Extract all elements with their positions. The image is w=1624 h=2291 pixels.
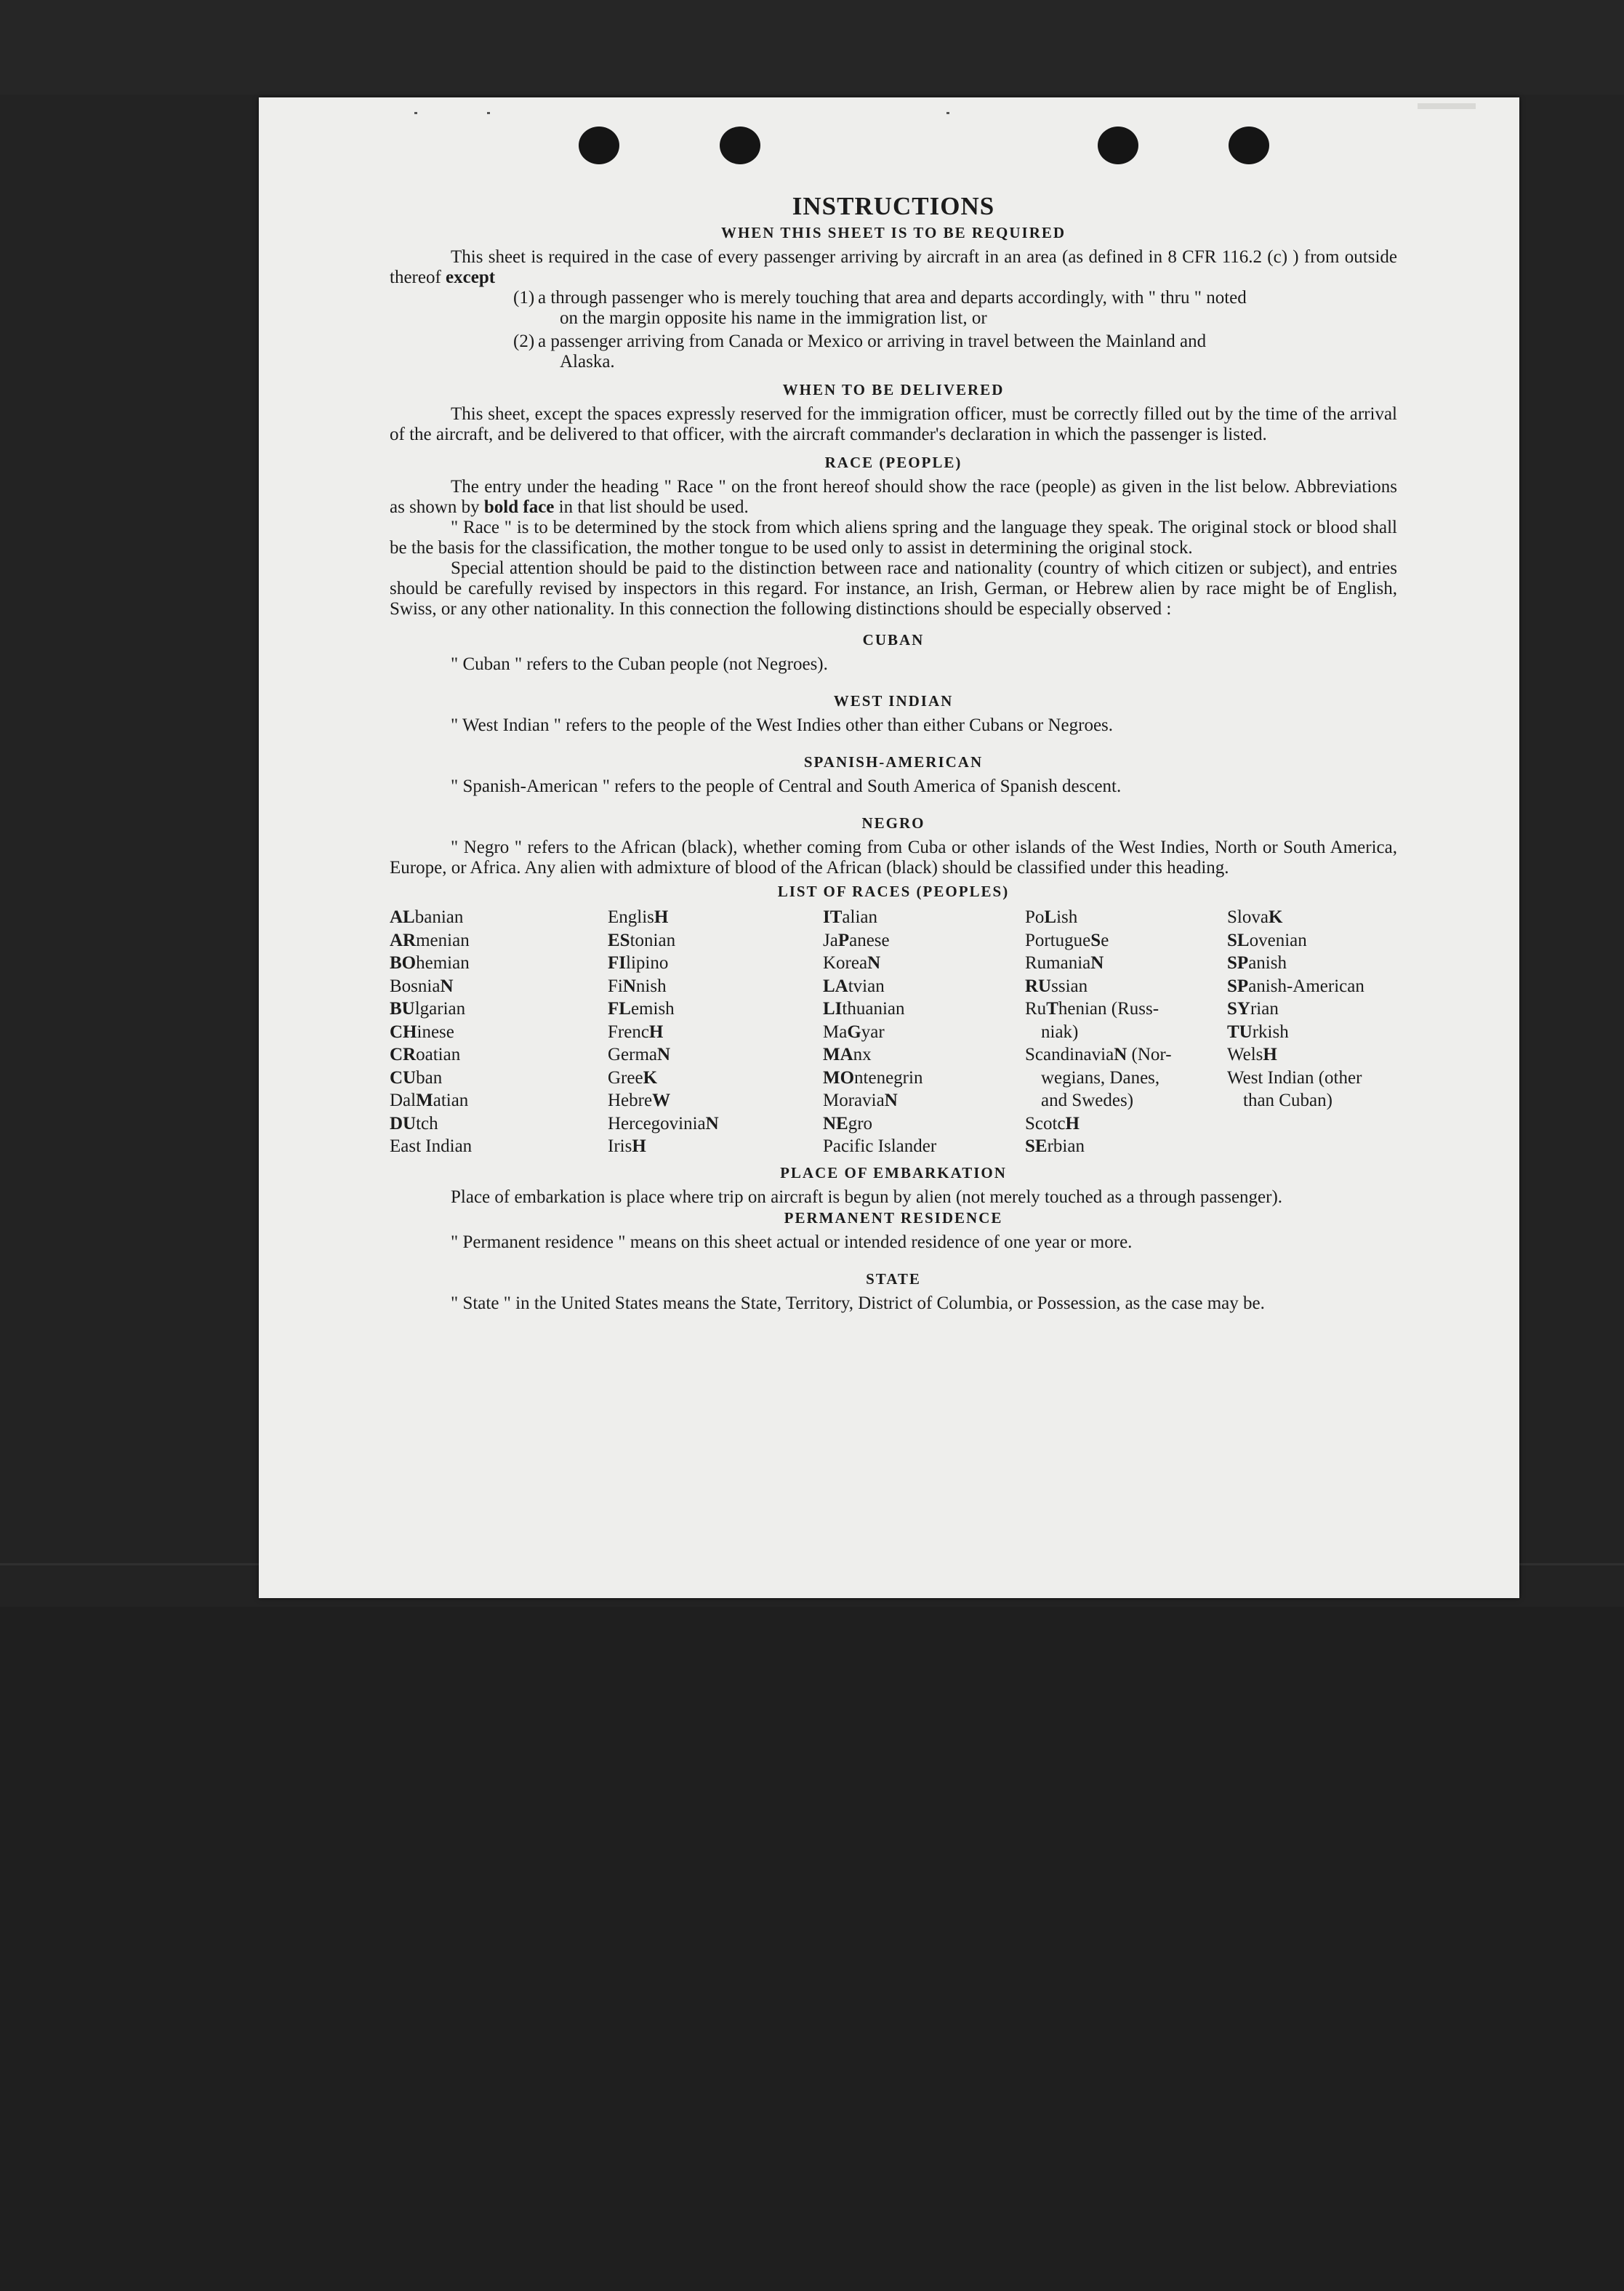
- exception-item-1: [513, 288, 1397, 329]
- race-entry: [1025, 1135, 1227, 1158]
- race-name-part: Portugue: [1025, 930, 1091, 950]
- race-entry: [390, 906, 608, 929]
- section-heading-embarkation: PLACE OF EMBARKATION: [780, 1163, 1007, 1181]
- exception-number: (1): [513, 288, 535, 308]
- exception-line: Alaska.: [560, 352, 615, 372]
- race-name-part: banian: [414, 907, 464, 927]
- race-name-part: Ja: [823, 930, 838, 950]
- race-entry: [823, 952, 1025, 975]
- race-entry: [608, 998, 823, 1021]
- section-heading-delivered: WHEN TO BE DELIVERED: [782, 381, 1005, 398]
- race-abbreviation: H: [1263, 1045, 1277, 1064]
- race-entry: [1025, 998, 1227, 1021]
- race-name-part: henian (Russ-: [1058, 999, 1159, 1019]
- races-column: [1025, 906, 1227, 1158]
- embarkation-text: Place of embarkation is place where trip on aircraft is begun by alien (not merely touched as a through passenger).: [451, 1187, 1283, 1207]
- race-name-part: Pacific Islander: [823, 1136, 937, 1156]
- race-paragraph-1: [390, 477, 1397, 518]
- race-entry: [823, 929, 1025, 952]
- race-entry: [390, 1021, 608, 1044]
- race-name-part: atian: [433, 1091, 469, 1110]
- paper-mark: [414, 112, 417, 114]
- race-entry: [1025, 1067, 1227, 1090]
- section-heading-west-indian: WEST INDIAN: [833, 692, 954, 710]
- race-entry: [823, 975, 1025, 998]
- race-entry: [823, 998, 1025, 1021]
- race-name-part: Rumania: [1025, 953, 1091, 973]
- race-name-part: rbian: [1047, 1136, 1085, 1156]
- race-abbreviation: N: [1090, 953, 1104, 973]
- race-name-part: oatian: [416, 1045, 461, 1064]
- race-name-part: (Nor-: [1127, 1045, 1172, 1064]
- race-entry: [1227, 1021, 1397, 1044]
- delivered-text: This sheet, except the spaces expressly reserved for the immigration officer, must be correctly filled out by the time of the arrival of the aircraft, and be delivered to that officer, with the aircraft commander's declaration in which the passenger is listed.: [390, 404, 1397, 444]
- race-abbreviation: N: [705, 1113, 719, 1134]
- race-entry: [608, 975, 823, 998]
- race-name-part: Iris: [608, 1136, 632, 1156]
- race-name-part: anese: [849, 930, 890, 950]
- race-entry: [1025, 975, 1227, 998]
- race-entry: [1227, 929, 1397, 952]
- race-name-part: rkish: [1252, 1022, 1289, 1042]
- race-abbreviation: P: [837, 930, 850, 950]
- required-intro: [390, 247, 1397, 288]
- race-text: The entry under the heading " Race " on the front hereof should show the race (people) as given in the list below. Abbreviations as shown by: [390, 477, 1397, 517]
- paper-tear: [1418, 103, 1476, 109]
- race-name-part: tonian: [630, 930, 676, 950]
- race-abbreviation: IT: [823, 907, 843, 927]
- race-name-part: nish: [635, 976, 667, 996]
- race-name-part: Englis: [608, 907, 654, 927]
- race-abbreviation: LI: [823, 999, 843, 1019]
- race-name-part: niak): [1041, 1022, 1079, 1042]
- section-heading-required: WHEN THIS SHEET IS TO BE REQUIRED: [720, 224, 1066, 241]
- film-bottom-border: [0, 1607, 1624, 2291]
- punch-hole: [579, 127, 619, 164]
- race-abbreviation: SY: [1227, 999, 1250, 1019]
- exception-text: [538, 288, 1397, 329]
- race-entry: [390, 1112, 608, 1136]
- race-abbreviation: FL: [608, 999, 631, 1019]
- race-abbreviation: K: [1268, 907, 1283, 927]
- race-abbreviation: NE: [823, 1113, 848, 1134]
- race-entry: [1025, 906, 1227, 929]
- punch-hole: [720, 127, 760, 164]
- race-entry: [608, 1135, 823, 1158]
- race-entry: [823, 906, 1025, 929]
- exception-line: a passenger arriving from Canada or Mexico or arriving in travel between the Mainland and: [538, 332, 1207, 351]
- race-name-part: West Indian (other: [1227, 1067, 1362, 1088]
- races-list: [390, 906, 1397, 1158]
- paper-mark: [487, 112, 490, 114]
- race-abbreviation: N: [884, 1091, 898, 1110]
- race-name-part: thuanian: [842, 999, 905, 1019]
- race-abbreviation: SP: [1227, 976, 1249, 996]
- race-name-part: Gree: [608, 1067, 643, 1088]
- race-abbreviation: H: [632, 1136, 646, 1156]
- race-name-part: rian: [1250, 999, 1279, 1019]
- races-column: [823, 906, 1025, 1158]
- race-entry: [608, 1112, 823, 1136]
- race-entry: [823, 1112, 1025, 1136]
- spanish-american-text: " Spanish-American " refers to the people of Central and South America of Spanish descent.: [451, 777, 1122, 796]
- race-name-part: East Indian: [390, 1136, 473, 1156]
- race-name-part: Germa: [608, 1045, 658, 1064]
- race-entry: [390, 1043, 608, 1067]
- race-abbreviation: S: [1090, 930, 1101, 950]
- race-entry: [608, 929, 823, 952]
- race-abbreviation: CH: [390, 1022, 417, 1042]
- race-name-part: Fi: [608, 976, 623, 996]
- race-entry: [1025, 1089, 1227, 1112]
- race-entry: [1227, 1043, 1397, 1067]
- race-paragraph-2: " Race " is to be determined by the stock from which aliens spring and the language they speak. The original stock or blood shall be the basis for the classification, the mother tongue to be used only to assist in determining the original stock.: [390, 518, 1397, 558]
- race-name-part: ish: [1056, 907, 1078, 927]
- race-name-part: alian: [842, 907, 877, 927]
- race-abbreviation: K: [643, 1067, 658, 1088]
- race-entry: [390, 1067, 608, 1090]
- races-column: [608, 906, 823, 1158]
- required-intro-text: This sheet is required in the case of every passenger arriving by aircraft in an area (as defined in 8 CFR 116.2 (c) ) from outside thereof: [390, 247, 1397, 287]
- race-name-part: ban: [416, 1067, 443, 1088]
- race-name-part: ssian: [1051, 976, 1088, 996]
- race-name-part: ovenian: [1249, 930, 1307, 950]
- section-heading-residence: PERMANENT RESIDENCE: [784, 1208, 1003, 1227]
- race-name-part: Hercegovinia: [608, 1113, 706, 1134]
- race-abbreviation: SL: [1227, 930, 1250, 950]
- race-text: in that list should be used.: [558, 497, 749, 517]
- race-name-part: than Cuban): [1243, 1091, 1332, 1110]
- exception-number: (2): [513, 332, 535, 351]
- page-title: INSTRUCTIONS: [792, 192, 995, 220]
- race-paragraph-3: Special attention should be paid to the distinction between race and nationality (country of which citizen or subject), and entries should be carefully revised by inspectors in this regard. For instance, an Irish, German, or Hebrew alien by race might be of English, Swiss, or any other nationality. In this connection the following distinctions should be especially observed :: [390, 558, 1397, 619]
- race-abbreviation: H: [648, 1022, 664, 1042]
- race-abbreviation: N: [867, 953, 881, 973]
- residence-text: " Permanent residence " means on this sheet actual or intended residence of one year or more.: [451, 1232, 1133, 1252]
- race-abbreviation: SE: [1025, 1136, 1048, 1156]
- race-entry: [1227, 906, 1397, 929]
- race-name-part: Ru: [1025, 999, 1047, 1019]
- race-abbreviation: LA: [823, 976, 848, 996]
- race-name-part: lgarian: [414, 999, 466, 1019]
- race-entry: [1227, 1067, 1397, 1090]
- race-abbreviation: AL: [390, 907, 415, 927]
- race-abbreviation: N: [1114, 1045, 1127, 1064]
- race-entry: [1227, 998, 1397, 1021]
- race-name-part: emish: [630, 999, 675, 1019]
- race-entry: [823, 1135, 1025, 1158]
- negro-text: " Negro " refers to the African (black), whether coming from Cuba or other islands of the West Indies, North or South America, Europe, or Africa. Any alien with admixture of blood of the African (black) should be classified under this heading.: [390, 838, 1397, 878]
- race-entry: [390, 952, 608, 975]
- race-abbreviation: DU: [390, 1113, 417, 1134]
- race-name-part: anish-American: [1248, 976, 1364, 996]
- section-heading-race: RACE (PEOPLE): [824, 454, 962, 471]
- race-abbreviation: BU: [390, 999, 415, 1019]
- race-name-part: Scandinavia: [1025, 1045, 1114, 1064]
- west-indian-text: " West Indian " refers to the people of the West Indies other than either Cubans or Negroes.: [451, 715, 1114, 735]
- race-entry: [608, 1043, 823, 1067]
- race-entry: [1227, 975, 1397, 998]
- race-entry: [1025, 1021, 1227, 1044]
- race-name-part: ntenegrin: [854, 1067, 923, 1088]
- race-name-part: lipino: [626, 953, 669, 973]
- exception-item-2: [513, 332, 1397, 372]
- required-except: except: [446, 268, 496, 287]
- race-entry: [608, 1089, 823, 1112]
- race-entry: [608, 1067, 823, 1090]
- race-name-part: Dal: [390, 1091, 417, 1110]
- race-name-part: gro: [848, 1113, 873, 1134]
- race-name-part: Scotc: [1025, 1113, 1066, 1134]
- race-abbreviation: ES: [608, 930, 630, 950]
- punch-hole: [1229, 127, 1269, 164]
- document-page: [259, 97, 1519, 1598]
- race-name-part: wegians, Danes,: [1041, 1067, 1160, 1088]
- race-abbreviation: H: [654, 907, 669, 927]
- race-name-part: hemian: [416, 953, 470, 973]
- race-abbreviation: RU: [1025, 976, 1052, 996]
- race-entry: [390, 929, 608, 952]
- race-entry: [823, 1067, 1025, 1090]
- race-abbreviation: T: [1046, 999, 1058, 1019]
- race-name-part: Slova: [1227, 907, 1269, 927]
- race-entry: [390, 1089, 608, 1112]
- race-entry: [823, 1043, 1025, 1067]
- race-abbreviation: L: [1044, 907, 1057, 927]
- race-name-part: tch: [416, 1113, 438, 1134]
- race-bold-face: bold face: [483, 497, 555, 517]
- race-name-part: yar: [861, 1022, 885, 1042]
- race-name-part: Ma: [823, 1022, 848, 1042]
- exception-text: [538, 332, 1397, 372]
- section-heading-cuban: CUBAN: [862, 631, 925, 649]
- race-abbreviation: G: [847, 1022, 861, 1042]
- race-abbreviation: MA: [823, 1045, 853, 1064]
- race-abbreviation: CR: [390, 1045, 417, 1064]
- exception-line: on the margin opposite his name in the immigration list, or: [560, 308, 987, 328]
- race-abbreviation: H: [1065, 1113, 1080, 1134]
- section-heading-negro: NEGRO: [861, 814, 925, 832]
- race-abbreviation: CU: [390, 1067, 417, 1088]
- races-column: [390, 906, 608, 1158]
- race-entry: [1025, 1112, 1227, 1136]
- exception-line: a through passenger who is merely touching that area and departs accordingly, with " thru " noted: [538, 288, 1247, 308]
- race-abbreviation: N: [440, 976, 454, 996]
- race-name-part: Po: [1025, 907, 1045, 927]
- section-heading-state: STATE: [866, 1269, 921, 1288]
- race-entry: [390, 1135, 608, 1158]
- race-abbreviation: N: [657, 1045, 671, 1064]
- section-heading-races-list: LIST OF RACES (PEOPLES): [777, 883, 1010, 900]
- race-abbreviation: N: [622, 976, 636, 996]
- race-name-part: Hebre: [608, 1091, 653, 1110]
- section-heading-spanish-american: SPANISH-AMERICAN: [803, 753, 984, 771]
- film-top-border: [0, 0, 1624, 95]
- race-name-part: nx: [853, 1045, 872, 1064]
- race-name-part: Korea: [823, 953, 868, 973]
- race-name-part: inese: [417, 1022, 454, 1042]
- races-column: [1227, 906, 1397, 1158]
- race-name-part: tvian: [848, 976, 885, 996]
- race-name-part: e: [1101, 930, 1109, 950]
- race-entry: [1025, 952, 1227, 975]
- instructions-content: [390, 192, 1397, 1314]
- race-entry: [1025, 1043, 1227, 1067]
- race-name-part: Frenc: [608, 1022, 649, 1042]
- race-name-part: and Swedes): [1041, 1091, 1134, 1110]
- race-name-part: Bosnia: [390, 976, 441, 996]
- race-name-part: menian: [416, 930, 470, 950]
- race-entry: [823, 1089, 1025, 1112]
- race-entry: [608, 1021, 823, 1044]
- punch-hole: [1098, 127, 1138, 164]
- race-name-part: anish: [1248, 953, 1287, 973]
- race-entry: [1227, 1089, 1397, 1112]
- cuban-text: " Cuban " refers to the Cuban people (not Negroes).: [451, 654, 828, 674]
- race-abbreviation: W: [652, 1091, 671, 1110]
- race-name-part: Wels: [1227, 1045, 1263, 1064]
- race-entry: [608, 952, 823, 975]
- race-entry: [823, 1021, 1025, 1044]
- state-text: " State " in the United States means the State, Territory, District of Columbia, or Possession, as the case may be.: [451, 1293, 1265, 1313]
- race-abbreviation: SP: [1227, 953, 1249, 973]
- race-abbreviation: AR: [390, 930, 417, 950]
- race-entry: [1227, 952, 1397, 975]
- race-abbreviation: M: [416, 1091, 433, 1110]
- race-abbreviation: MO: [823, 1067, 855, 1088]
- race-entry: [390, 998, 608, 1021]
- race-name-part: Moravia: [823, 1091, 885, 1110]
- race-entry: [390, 975, 608, 998]
- race-abbreviation: BO: [390, 953, 417, 973]
- race-entry: [608, 906, 823, 929]
- paper-mark: [946, 112, 949, 114]
- race-entry: [1025, 929, 1227, 952]
- race-abbreviation: FI: [608, 953, 626, 973]
- race-abbreviation: TU: [1227, 1022, 1253, 1042]
